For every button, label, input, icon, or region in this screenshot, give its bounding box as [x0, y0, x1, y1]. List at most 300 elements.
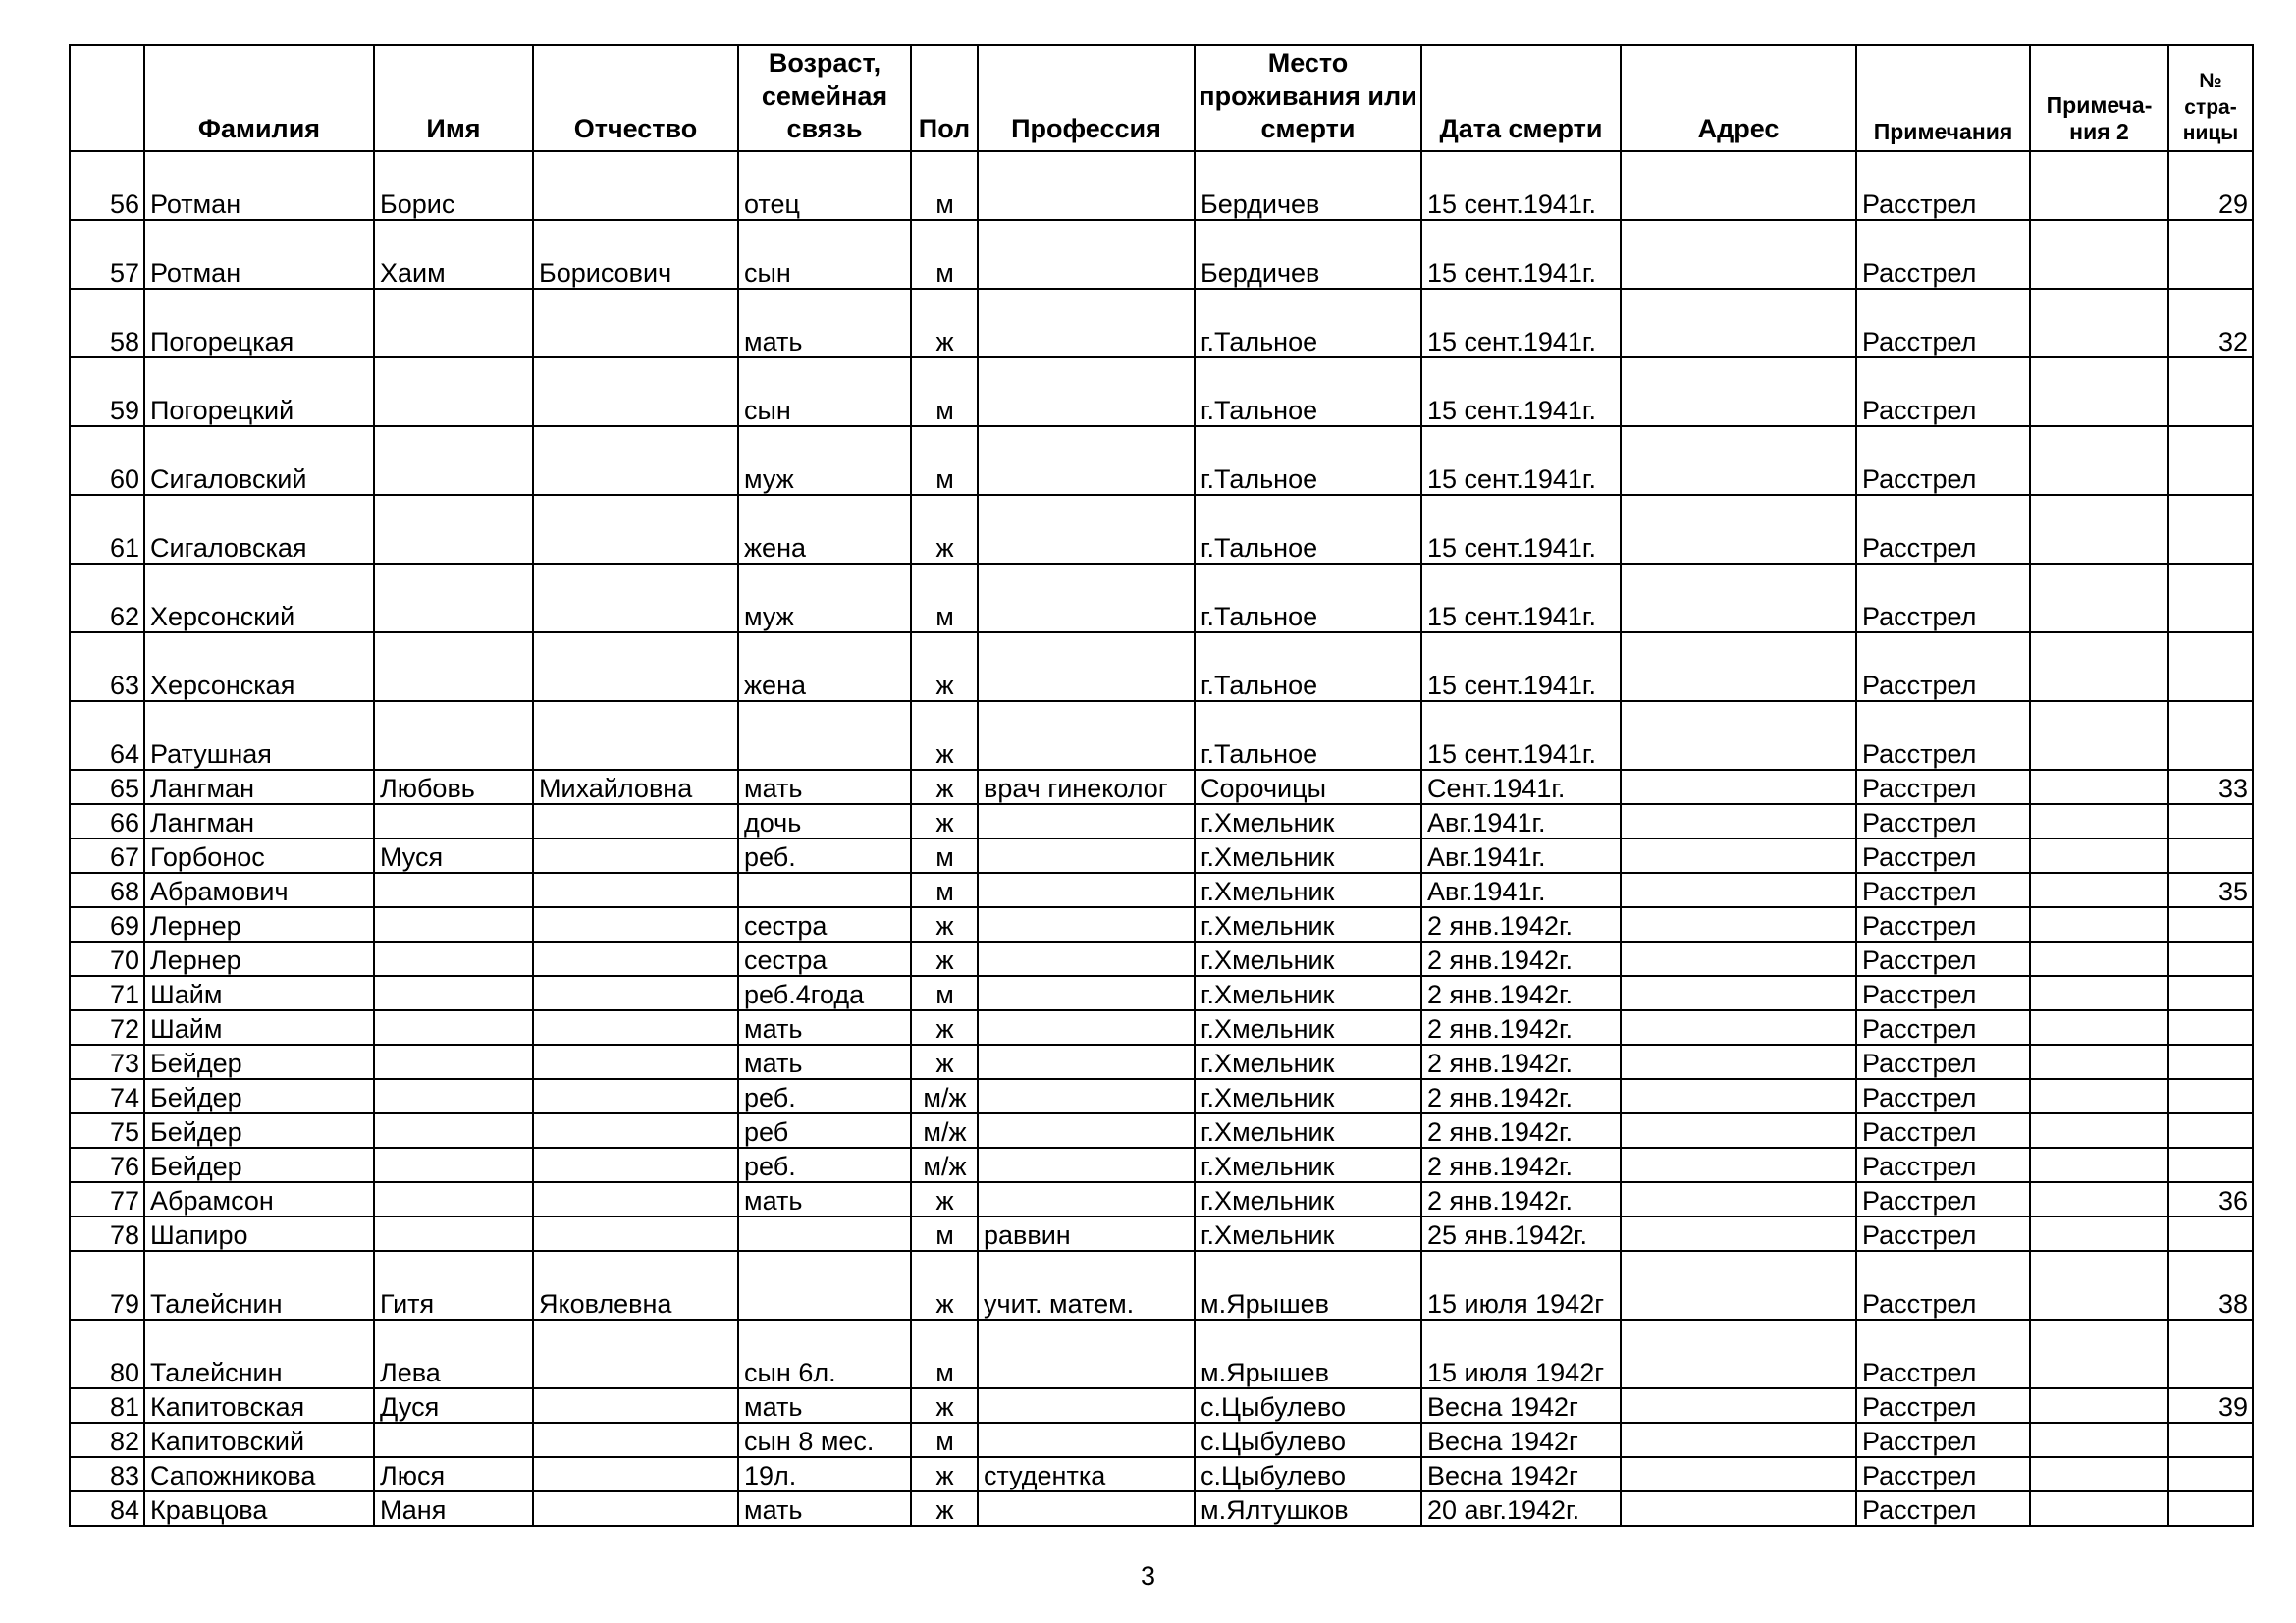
address-cell: [1621, 564, 1856, 632]
patronymic-cell: [533, 151, 738, 220]
place-cell: м.Ярышев: [1195, 1320, 1421, 1388]
profession-cell: [978, 564, 1195, 632]
row-number: 63: [70, 632, 144, 701]
surname-cell: Сапожникова: [144, 1457, 374, 1491]
patronymic-cell: [533, 804, 738, 839]
row-number: 58: [70, 289, 144, 357]
page-cell: 29: [2168, 151, 2253, 220]
patronymic-cell: [533, 1423, 738, 1457]
address-cell: [1621, 701, 1856, 770]
patronymic-cell: [533, 1491, 738, 1526]
place-cell: г.Хмельник: [1195, 1010, 1421, 1045]
place-cell: г.Хмельник: [1195, 1045, 1421, 1079]
sex-cell: м: [911, 564, 978, 632]
page-cell: [2168, 976, 2253, 1010]
note-cell: Расстрел: [1856, 907, 2030, 942]
date-cell: 15 сент.1941г.: [1421, 220, 1621, 289]
page-cell: [2168, 1010, 2253, 1045]
surname-cell: Кравцова: [144, 1491, 374, 1526]
table-row: [70, 701, 2253, 770]
profession-cell: [978, 1182, 1195, 1217]
header-index: [70, 45, 144, 151]
date-cell: 2 янв.1942г.: [1421, 1079, 1621, 1113]
date-cell: 2 янв.1942г.: [1421, 1182, 1621, 1217]
table-row: [70, 495, 2253, 564]
profession-cell: учит. матем.: [978, 1251, 1195, 1320]
patronymic-cell: [533, 1457, 738, 1491]
sex-cell: ж: [911, 1182, 978, 1217]
row-number: 71: [70, 976, 144, 1010]
surname-cell: Лернер: [144, 907, 374, 942]
header-name: Имя: [374, 45, 533, 151]
profession-cell: [978, 942, 1195, 976]
surname-cell: Капитовский: [144, 1423, 374, 1457]
patronymic-cell: [533, 976, 738, 1010]
profession-cell: [978, 1388, 1195, 1423]
table-row: [70, 289, 2253, 357]
row-number: 56: [70, 151, 144, 220]
page-cell: [2168, 220, 2253, 289]
name-cell: [374, 426, 533, 495]
profession-cell: [978, 220, 1195, 289]
note2-cell: [2030, 220, 2168, 289]
place-cell: г.Хмельник: [1195, 1217, 1421, 1251]
table-row: [70, 1388, 2253, 1423]
name-cell: [374, 357, 533, 426]
table-row: [70, 839, 2253, 873]
address-cell: [1621, 1079, 1856, 1113]
patronymic-cell: [533, 942, 738, 976]
name-cell: [374, 1148, 533, 1182]
row-number: 82: [70, 1423, 144, 1457]
relation-cell: дочь: [738, 804, 911, 839]
note2-cell: [2030, 289, 2168, 357]
date-cell: Весна 1942г: [1421, 1457, 1621, 1491]
date-cell: 15 сент.1941г.: [1421, 151, 1621, 220]
patronymic-cell: [533, 426, 738, 495]
place-cell: г.Хмельник: [1195, 873, 1421, 907]
name-cell: Муся: [374, 839, 533, 873]
name-cell: [374, 942, 533, 976]
sex-cell: м: [911, 873, 978, 907]
note-cell: Расстрел: [1856, 839, 2030, 873]
surname-cell: Ротман: [144, 220, 374, 289]
note2-cell: [2030, 1491, 2168, 1526]
profession-cell: студентка: [978, 1457, 1195, 1491]
row-number: 77: [70, 1182, 144, 1217]
row-number: 68: [70, 873, 144, 907]
name-cell: Борис: [374, 151, 533, 220]
note-cell: Расстрел: [1856, 564, 2030, 632]
patronymic-cell: [533, 1045, 738, 1079]
page-cell: [2168, 839, 2253, 873]
name-cell: Хаим: [374, 220, 533, 289]
date-cell: 2 янв.1942г.: [1421, 1010, 1621, 1045]
surname-cell: Бейдер: [144, 1113, 374, 1148]
sex-cell: ж: [911, 770, 978, 804]
profession-cell: [978, 1079, 1195, 1113]
patronymic-cell: Борисович: [533, 220, 738, 289]
note-cell: Расстрел: [1856, 1113, 2030, 1148]
patronymic-cell: [533, 564, 738, 632]
address-cell: [1621, 1217, 1856, 1251]
row-number: 70: [70, 942, 144, 976]
relation-cell: реб.: [738, 839, 911, 873]
place-cell: г.Тальное: [1195, 426, 1421, 495]
profession-cell: [978, 1491, 1195, 1526]
page-cell: [2168, 357, 2253, 426]
date-cell: 15 сент.1941г.: [1421, 357, 1621, 426]
date-cell: 25 янв.1942г.: [1421, 1217, 1621, 1251]
date-cell: 2 янв.1942г.: [1421, 907, 1621, 942]
note2-cell: [2030, 1079, 2168, 1113]
name-cell: Гитя: [374, 1251, 533, 1320]
sex-cell: м/ж: [911, 1113, 978, 1148]
sex-cell: м/ж: [911, 1148, 978, 1182]
place-cell: г.Тальное: [1195, 495, 1421, 564]
table-row: [70, 1491, 2253, 1526]
place-cell: г.Хмельник: [1195, 907, 1421, 942]
relation-cell: [738, 1217, 911, 1251]
patronymic-cell: [533, 701, 738, 770]
table-row: [70, 873, 2253, 907]
header-page: № стра-ницы: [2168, 45, 2253, 151]
row-number: 62: [70, 564, 144, 632]
surname-cell: Бейдер: [144, 1148, 374, 1182]
row-number: 79: [70, 1251, 144, 1320]
row-number: 69: [70, 907, 144, 942]
sex-cell: м: [911, 1423, 978, 1457]
table-row: [70, 357, 2253, 426]
row-number: 60: [70, 426, 144, 495]
row-number: 81: [70, 1388, 144, 1423]
note2-cell: [2030, 701, 2168, 770]
date-cell: 2 янв.1942г.: [1421, 1045, 1621, 1079]
page-cell: [2168, 1148, 2253, 1182]
profession-cell: раввин: [978, 1217, 1195, 1251]
note-cell: Расстрел: [1856, 1217, 2030, 1251]
note2-cell: [2030, 1251, 2168, 1320]
page-cell: [2168, 426, 2253, 495]
relation-cell: жена: [738, 495, 911, 564]
patronymic-cell: [533, 289, 738, 357]
date-cell: 15 сент.1941г.: [1421, 701, 1621, 770]
patronymic-cell: Яковлевна: [533, 1251, 738, 1320]
page-cell: 33: [2168, 770, 2253, 804]
name-cell: [374, 1079, 533, 1113]
page-cell: [2168, 1113, 2253, 1148]
page-cell: [2168, 1457, 2253, 1491]
page-cell: [2168, 942, 2253, 976]
page-cell: [2168, 564, 2253, 632]
page-cell: 35: [2168, 873, 2253, 907]
patronymic-cell: [533, 873, 738, 907]
address-cell: [1621, 289, 1856, 357]
row-number: 72: [70, 1010, 144, 1045]
name-cell: [374, 1045, 533, 1079]
table-row: [70, 632, 2253, 701]
row-number: 59: [70, 357, 144, 426]
date-cell: 15 сент.1941г.: [1421, 426, 1621, 495]
patronymic-cell: [533, 907, 738, 942]
note-cell: Расстрел: [1856, 976, 2030, 1010]
row-number: 67: [70, 839, 144, 873]
address-cell: [1621, 907, 1856, 942]
note-cell: Расстрел: [1856, 770, 2030, 804]
profession-cell: [978, 495, 1195, 564]
address-cell: [1621, 942, 1856, 976]
page-cell: [2168, 1045, 2253, 1079]
name-cell: [374, 1113, 533, 1148]
relation-cell: мать: [738, 1388, 911, 1423]
profession-cell: [978, 873, 1195, 907]
name-cell: [374, 804, 533, 839]
page-cell: 39: [2168, 1388, 2253, 1423]
date-cell: 15 сент.1941г.: [1421, 495, 1621, 564]
note2-cell: [2030, 907, 2168, 942]
address-cell: [1621, 1423, 1856, 1457]
note-cell: Расстрел: [1856, 426, 2030, 495]
note-cell: Расстрел: [1856, 1388, 2030, 1423]
table-row: [70, 907, 2253, 942]
profession-cell: [978, 907, 1195, 942]
profession-cell: [978, 151, 1195, 220]
name-cell: Люся: [374, 1457, 533, 1491]
row-number: 73: [70, 1045, 144, 1079]
date-cell: 15 июля 1942г: [1421, 1320, 1621, 1388]
header-note2: Примеча-ния 2: [2030, 45, 2168, 151]
surname-cell: Талейснин: [144, 1251, 374, 1320]
patronymic-cell: [533, 1079, 738, 1113]
relation-cell: [738, 873, 911, 907]
table-row: [70, 1010, 2253, 1045]
surname-cell: Херсонская: [144, 632, 374, 701]
address-cell: [1621, 1457, 1856, 1491]
row-number: 65: [70, 770, 144, 804]
table-row: [70, 1457, 2253, 1491]
surname-cell: Шайм: [144, 976, 374, 1010]
surname-cell: Сигаловский: [144, 426, 374, 495]
table-header: [70, 45, 2253, 151]
row-number: 57: [70, 220, 144, 289]
patronymic-cell: [533, 1148, 738, 1182]
relation-cell: сестра: [738, 942, 911, 976]
table-row: [70, 1320, 2253, 1388]
place-cell: г.Тальное: [1195, 701, 1421, 770]
note2-cell: [2030, 151, 2168, 220]
place-cell: г.Хмельник: [1195, 976, 1421, 1010]
address-cell: [1621, 1320, 1856, 1388]
page-cell: [2168, 1217, 2253, 1251]
address-cell: [1621, 632, 1856, 701]
note2-cell: [2030, 1423, 2168, 1457]
note-cell: Расстрел: [1856, 1457, 2030, 1491]
note-cell: Расстрел: [1856, 1251, 2030, 1320]
header-patronymic: Отчество: [533, 45, 738, 151]
relation-cell: муж: [738, 426, 911, 495]
table-row: [70, 1423, 2253, 1457]
sex-cell: ж: [911, 1491, 978, 1526]
date-cell: Весна 1942г: [1421, 1423, 1621, 1457]
relation-cell: реб.: [738, 1079, 911, 1113]
date-cell: 2 янв.1942г.: [1421, 1113, 1621, 1148]
patronymic-cell: [533, 1388, 738, 1423]
note-cell: Расстрел: [1856, 1491, 2030, 1526]
note2-cell: [2030, 1388, 2168, 1423]
sex-cell: ж: [911, 289, 978, 357]
row-number: 64: [70, 701, 144, 770]
sex-cell: ж: [911, 907, 978, 942]
address-cell: [1621, 1113, 1856, 1148]
page-cell: [2168, 495, 2253, 564]
patronymic-cell: [533, 1320, 738, 1388]
surname-cell: Абрамович: [144, 873, 374, 907]
note-cell: Расстрел: [1856, 1079, 2030, 1113]
surname-cell: Ротман: [144, 151, 374, 220]
surname-cell: Шайм: [144, 1010, 374, 1045]
sex-cell: м: [911, 426, 978, 495]
patronymic-cell: Михайловна: [533, 770, 738, 804]
place-cell: г.Хмельник: [1195, 1113, 1421, 1148]
sex-cell: ж: [911, 1045, 978, 1079]
date-cell: Авг.1941г.: [1421, 873, 1621, 907]
note-cell: Расстрел: [1856, 220, 2030, 289]
page-cell: [2168, 1491, 2253, 1526]
note-cell: Расстрел: [1856, 701, 2030, 770]
relation-cell: реб.: [738, 1148, 911, 1182]
name-cell: [374, 976, 533, 1010]
page-cell: [2168, 1079, 2253, 1113]
patronymic-cell: [533, 1217, 738, 1251]
table-row: [70, 564, 2253, 632]
page-cell: [2168, 1320, 2253, 1388]
relation-cell: муж: [738, 564, 911, 632]
table-row: [70, 1182, 2253, 1217]
note-cell: Расстрел: [1856, 1320, 2030, 1388]
sex-cell: м: [911, 357, 978, 426]
relation-cell: мать: [738, 1045, 911, 1079]
surname-cell: Бейдер: [144, 1079, 374, 1113]
row-number: 84: [70, 1491, 144, 1526]
place-cell: м.Ялтушков: [1195, 1491, 1421, 1526]
name-cell: [374, 701, 533, 770]
profession-cell: [978, 976, 1195, 1010]
header-note: Примечания: [1856, 45, 2030, 151]
surname-cell: Лернер: [144, 942, 374, 976]
profession-cell: [978, 1423, 1195, 1457]
place-cell: Бердичев: [1195, 220, 1421, 289]
address-cell: [1621, 1045, 1856, 1079]
note2-cell: [2030, 873, 2168, 907]
row-number: 74: [70, 1079, 144, 1113]
relation-cell: сын: [738, 357, 911, 426]
table-row: [70, 1251, 2253, 1320]
date-cell: Весна 1942г: [1421, 1388, 1621, 1423]
sex-cell: м/ж: [911, 1079, 978, 1113]
address-cell: [1621, 1491, 1856, 1526]
date-cell: Авг.1941г.: [1421, 839, 1621, 873]
table-row: [70, 1045, 2253, 1079]
surname-cell: Ратушная: [144, 701, 374, 770]
place-cell: с.Цыбулево: [1195, 1423, 1421, 1457]
sex-cell: м: [911, 976, 978, 1010]
note2-cell: [2030, 1045, 2168, 1079]
note-cell: Расстрел: [1856, 1148, 2030, 1182]
address-cell: [1621, 873, 1856, 907]
table-row: [70, 426, 2253, 495]
profession-cell: врач гинеколог: [978, 770, 1195, 804]
row-number: 61: [70, 495, 144, 564]
place-cell: г.Тальное: [1195, 289, 1421, 357]
address-cell: [1621, 804, 1856, 839]
place-cell: г.Тальное: [1195, 357, 1421, 426]
relation-cell: [738, 1251, 911, 1320]
date-cell: 15 сент.1941г.: [1421, 564, 1621, 632]
sex-cell: ж: [911, 495, 978, 564]
table-body: [70, 151, 2253, 1526]
note-cell: Расстрел: [1856, 873, 2030, 907]
note2-cell: [2030, 839, 2168, 873]
date-cell: 2 янв.1942г.: [1421, 1148, 1621, 1182]
note-cell: Расстрел: [1856, 1182, 2030, 1217]
relation-cell: мать: [738, 1491, 911, 1526]
date-cell: 15 сент.1941г.: [1421, 289, 1621, 357]
date-cell: Авг.1941г.: [1421, 804, 1621, 839]
table-row: [70, 976, 2253, 1010]
address-cell: [1621, 770, 1856, 804]
profession-cell: [978, 839, 1195, 873]
note2-cell: [2030, 564, 2168, 632]
note-cell: Расстрел: [1856, 632, 2030, 701]
surname-cell: Шапиро: [144, 1217, 374, 1251]
name-cell: [374, 1423, 533, 1457]
note-cell: Расстрел: [1856, 495, 2030, 564]
patronymic-cell: [533, 1182, 738, 1217]
surname-cell: Абрамсон: [144, 1182, 374, 1217]
relation-cell: реб.4года: [738, 976, 911, 1010]
note2-cell: [2030, 495, 2168, 564]
relation-cell: [738, 701, 911, 770]
sex-cell: м: [911, 839, 978, 873]
place-cell: г.Хмельник: [1195, 1182, 1421, 1217]
note2-cell: [2030, 942, 2168, 976]
relation-cell: сестра: [738, 907, 911, 942]
note-cell: Расстрел: [1856, 942, 2030, 976]
place-cell: г.Хмельник: [1195, 1079, 1421, 1113]
place-cell: м.Ярышев: [1195, 1251, 1421, 1320]
note-cell: Расстрел: [1856, 804, 2030, 839]
table-row: [70, 1217, 2253, 1251]
relation-cell: мать: [738, 289, 911, 357]
table-row: [70, 770, 2253, 804]
note2-cell: [2030, 804, 2168, 839]
sex-cell: ж: [911, 942, 978, 976]
relation-cell: мать: [738, 1010, 911, 1045]
table-row: [70, 151, 2253, 220]
address-cell: [1621, 220, 1856, 289]
header-address: Адрес: [1621, 45, 1856, 151]
name-cell: Любовь: [374, 770, 533, 804]
profession-cell: [978, 1010, 1195, 1045]
address-cell: [1621, 1251, 1856, 1320]
sex-cell: ж: [911, 1010, 978, 1045]
surname-cell: Горбонос: [144, 839, 374, 873]
sex-cell: ж: [911, 804, 978, 839]
row-number: 75: [70, 1113, 144, 1148]
table-row: [70, 220, 2253, 289]
name-cell: [374, 907, 533, 942]
note2-cell: [2030, 770, 2168, 804]
